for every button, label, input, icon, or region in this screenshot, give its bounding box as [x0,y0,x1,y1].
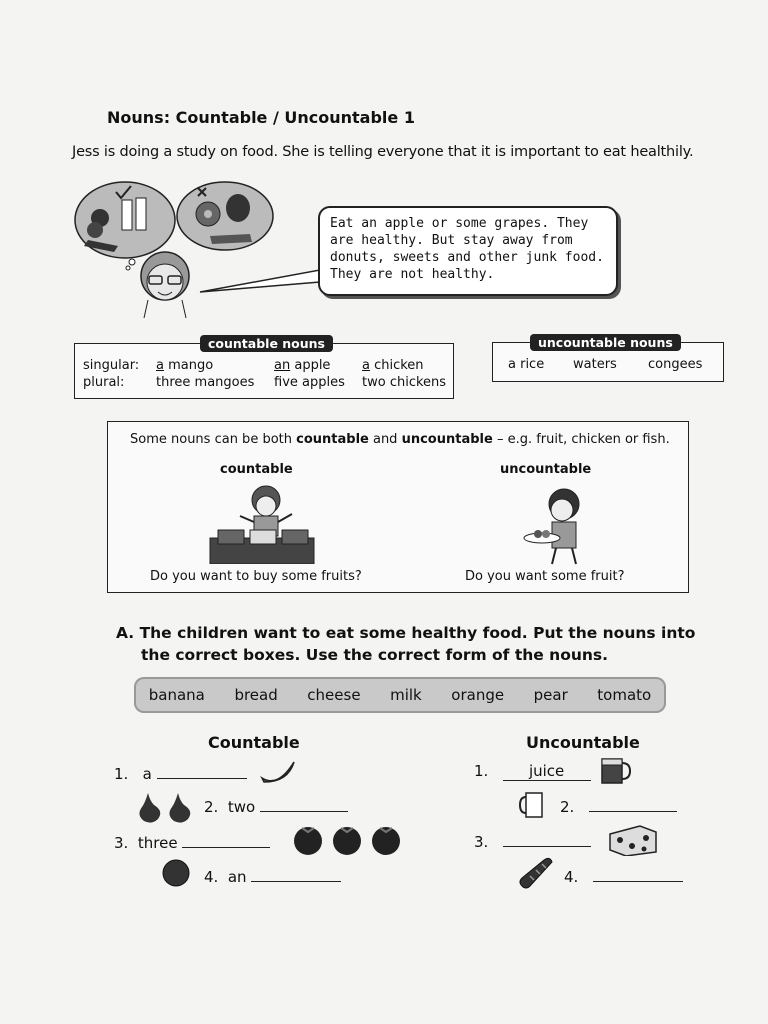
speech-line: They are not healthy. [330,267,495,282]
cheese-icon [608,822,658,856]
word-bank-item: pear [533,686,568,704]
answer-blank[interactable] [593,867,683,882]
article-prefix: two [227,798,256,816]
page-title: Nouns: Countable / Uncountable 1 [107,108,415,127]
note-text: Some nouns can be both [130,432,297,447]
answer-blank[interactable] [589,797,677,812]
both-note [130,432,670,447]
countable-heading: countable [220,462,293,477]
singular-mango [156,358,213,373]
word-bank-item: bread [234,686,278,704]
uncountable-q4 [564,867,683,886]
noun: apple [290,358,331,373]
plural-label: plural: [83,375,125,390]
uncountable-q3 [474,832,591,851]
singular-chicken [362,358,424,373]
article: a [362,358,370,373]
bread-icon [516,856,556,892]
juice-jug-icon [596,753,632,789]
instruction-line: the correct boxes. Use the correct form of the nouns. [141,646,609,664]
article-prefix: a [142,765,152,783]
uncountable-nouns-tag: uncountable nouns [530,334,681,351]
question-number: 1. [474,762,489,780]
boy-with-fruit-plate [522,486,598,566]
countable-caption: Do you want to buy some fruits? [150,569,362,584]
note-bold: uncountable [401,432,493,447]
uncountable-item: a rice [508,357,545,372]
both-nouns-box [107,421,689,593]
countable-q2 [204,797,348,816]
countable-nouns-tag: countable nouns [200,335,333,352]
answer-blank[interactable] [182,833,270,848]
girl-with-glasses [141,252,189,318]
uncountable-q1 [474,762,591,781]
countable-q3 [114,833,270,852]
countable-q1 [114,764,247,783]
plural-mangoes: three mangoes [156,375,255,390]
article: a [156,358,164,373]
girl-thinking-illustration [70,178,320,318]
answer-filled[interactable]: juice [503,762,591,781]
banana-icon [258,756,298,786]
speech-line: are healthy. But stay away from [330,233,573,248]
countable-column-heading: Countable [208,733,300,752]
word-bank-item: milk [390,686,422,704]
answer-blank[interactable] [503,832,591,847]
article-prefix: three [137,834,178,852]
speech-line: Eat an apple or some grapes. They [330,216,589,231]
note-text: – e.g. fruit, chicken or fish. [492,432,670,447]
question-number: 4. [564,868,579,886]
plural-apples: five apples [274,375,345,390]
word-bank-item: cheese [307,686,361,704]
speech-line: donuts, sweets and other junk food. [330,250,604,265]
plural-chickens: two chickens [362,375,447,390]
uncountable-column-heading: Uncountable [526,733,640,752]
answer-blank[interactable] [157,764,247,779]
thought-bubble-junk-food [177,182,273,250]
boy-at-fruit-stall [206,482,318,564]
singular-apple [274,358,330,373]
question-number: 3. [474,833,489,851]
uncountable-heading: uncountable [500,462,592,477]
uncountable-q2 [560,797,677,816]
question-number: 1. [114,765,129,783]
noun: mango [163,358,214,373]
answer-blank[interactable] [260,797,348,812]
article-prefix: an [227,868,247,886]
intro-text: Jess is doing a study on food. She is telling everyone that it is important to eat healthily. [72,144,694,160]
word-bank-item: tomato [597,686,652,704]
uncountable-caption: Do you want some fruit? [465,569,625,584]
thought-bubble-healthy-food [75,182,175,258]
noun: chicken [369,358,424,373]
uncountable-item: waters [573,357,617,372]
uncountable-item: congees [648,357,703,372]
article: an [274,358,291,373]
word-bank-item: banana [148,686,205,704]
question-number: 2. [560,798,575,816]
word-bank-item: orange [451,686,505,704]
tomato-icon [290,824,404,856]
question-number: 3. [114,834,129,852]
singular-label: singular: [83,358,140,373]
speech-bubble [318,206,618,296]
answer-blank[interactable] [251,867,341,882]
pear-icon [134,789,196,825]
question-number: 2. [204,798,219,816]
milk-jug-icon [518,787,552,823]
countable-q4 [204,867,341,886]
orange-icon [160,856,192,888]
section-a-instructions [116,622,736,666]
question-number: 4. [204,868,219,886]
note-text: and [368,432,402,447]
instruction-line: A. The children want to eat some healthy food. Put the nouns into [116,624,696,642]
note-bold: countable [296,432,369,447]
word-bank [134,677,666,713]
